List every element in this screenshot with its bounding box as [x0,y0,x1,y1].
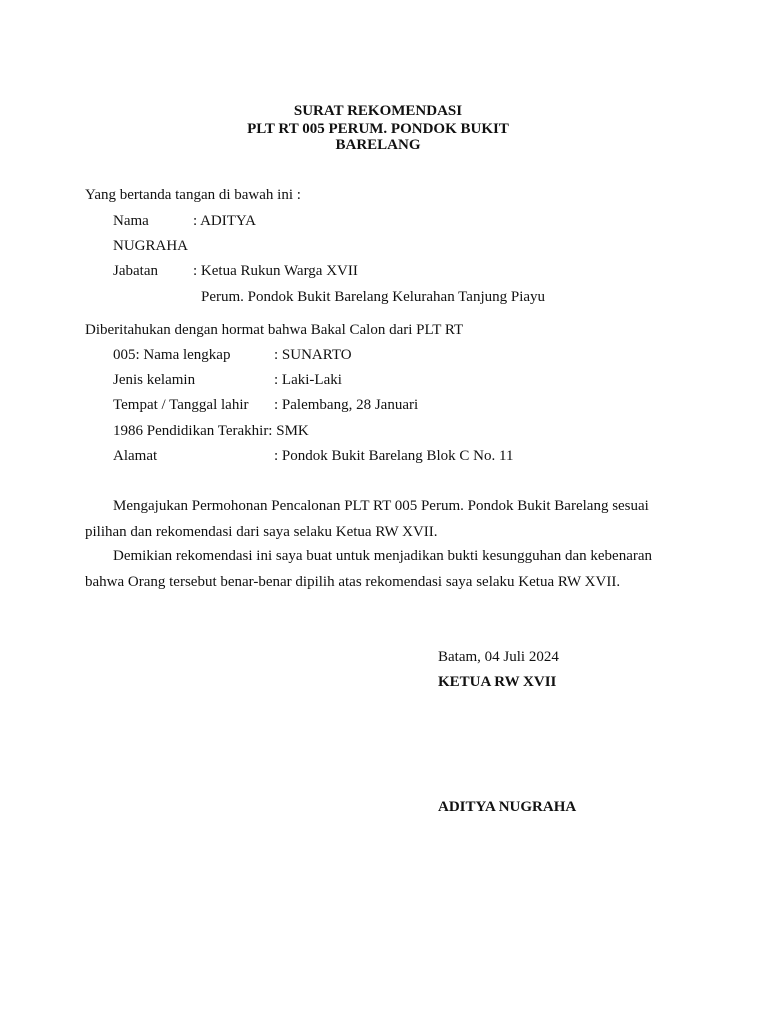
signer-position-value: : Ketua Rukun Warga XVII [193,263,358,279]
notice-text: Diberitahukan dengan hormat bahwa Bakal Calon dari PLT RT [85,322,464,338]
signature-place-date: Batam, 04 Juli 2024 [438,649,559,665]
candidate-name-label: 005: Nama lengkap [113,347,231,363]
paragraph-request-line1: Mengajukan Permohonan Pencalonan PLT RT 005 Perum. Pondok Bukit Barelang sesuai [113,498,649,514]
candidate-name-value: : SUNARTO [274,347,352,363]
candidate-birth-label: Tempat / Tanggal lahir [113,397,249,413]
candidate-birth-value: : Palembang, 28 Januari [274,397,419,413]
signer-name-value: : ADITYA [193,213,256,229]
candidate-gender-value: : Laki-Laki [274,372,342,388]
candidate-gender-label: Jenis kelamin [113,372,196,388]
candidate-address-value: : Pondok Bukit Barelang Blok C No. 11 [274,448,514,464]
signer-position-label: Jabatan [113,263,158,279]
letter-title: SURAT REKOMENDASI [293,103,463,119]
paragraph-request-line2: pilihan dan rekomendasi dari saya selaku Ketua RW XVII. [85,524,438,540]
letter-subtitle: PLT RT 005 PERUM. PONDOK BUKIT [247,121,509,137]
letter-subtitle-cont: BARELANG [335,137,421,153]
signer-name-label: Nama [113,213,149,229]
paragraph-closing-line1: Demikian rekomendasi ini saya buat untuk menjadikan bukti kesungguhan dan kebenaran [113,548,653,564]
signer-position-cont: Perum. Pondok Bukit Barelang Kelurahan Tanjung Piayu [201,289,546,305]
signature-name: ADITYA NUGRAHA [438,799,577,815]
paragraph-closing-line2: bahwa Orang tersebut benar-benar dipilih atas rekomendasi saya selaku Ketua RW XVII. [85,574,621,590]
intro-text: Yang bertanda tangan di bawah ini : [85,187,301,203]
signer-name-cont: NUGRAHA [113,238,188,254]
candidate-education-line: 1986 Pendidikan Terakhir: SMK [113,423,309,439]
signature-role: KETUA RW XVII [438,674,557,690]
candidate-address-label: Alamat [113,448,158,464]
